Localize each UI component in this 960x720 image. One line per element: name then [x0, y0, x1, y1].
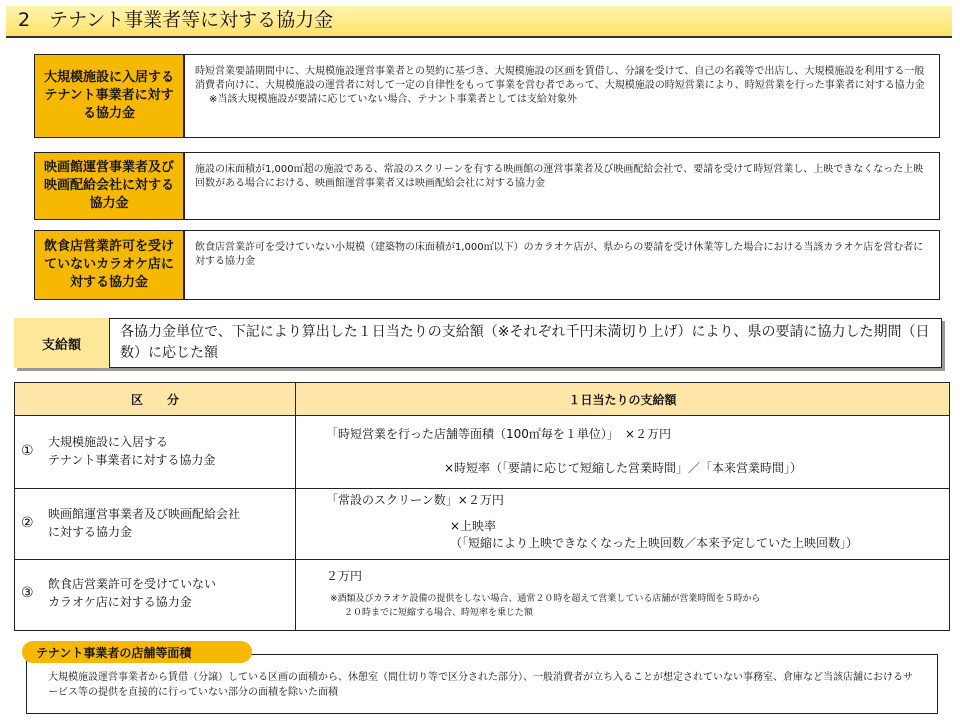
row-amount-line: 「時短営業を行った店舗等面積（100㎡毎を１単位）」 ×２万円 [326, 427, 671, 441]
row-amount-note: ２０時までに短縮する場合、時短率を乗じた額 [344, 608, 534, 618]
footer-text: 大規模施設運営事業者から賃借（分譲）している区画の面積から、休憩室（間仕切り等で区分された部分）、一般消費者が立ち入ることが想定されていない事務室、倉庫など当該店舗におけるサービス等の提供を直接的に行っていない部分の面積を除いた面積 [48, 672, 913, 698]
row-name-line: 大規模施設に入居する [48, 435, 169, 449]
payment-text: 各協力金単位で、下記により算出した１日当たりの支給額（※それぞれ千円未満切り上げ）により、県の要請に協力した期間（日数）に応じた額 [120, 324, 930, 361]
table-header-category: 区 分 [14, 382, 296, 416]
payment-label: 支給額 [14, 318, 110, 368]
category-label-tenant: 大規模施設に入居するテナント事業者に対する協力金 [34, 54, 184, 138]
category-desc-text: 時短営業要請期間中に、大規模施設運営事業者との契約に基づき、大規模施設の区画を賃借し、分譲を受けて、自己の名義等で出店し、大規模施設を利用する一般消費者向けに、大規模施設の運営者に対して一定の自律性をもって事業を営む者であって、大規模施設の時短営業により、時短営業を行った事業者に対する協力金 [195, 66, 925, 91]
row-name-line: 映画館運営事業者及び映画配給会社 [48, 507, 241, 521]
footer-tag: テナント事業者の店舗等面積 [22, 641, 252, 663]
row-amount-line: （「短縮により上映できなくなった上映回数／本来予定していた上映回数」） [450, 536, 859, 550]
row-name-line: 飲食店営業許可を受けていない [48, 577, 217, 591]
row-name-line: テナント事業者に対する協力金 [48, 453, 216, 467]
row-name-line: カラオケ店に対する協力金 [48, 595, 192, 609]
row-amount-line: ×時短率（「要請に応じて短縮した営業時間」／「本来営業時間」） [444, 461, 803, 475]
category-desc-karaoke: 飲食店営業許可を受けていない小規模（建築物の床面積が1,000㎡以下）のカラオケ店が、県からの要請を受け休業等した場合における当該カラオケ店を営む者に対する協力金 [184, 230, 940, 300]
category-desc-cinema: 施設の床面積が1,000㎡超の施設である、常設のスクリーンを有する映画館の運営事業者及び映画配給会社で、要請を受けて時短営業し、上映できなくなった上映回数がある場合における、映画館運営事業者又は映画配給会社に対する協力金 [184, 152, 940, 220]
row-amount-note: ※酒類及びカラオケ設備の提供をしない場合、通常２０時を超えて営業している店舗が営業時間を５時から [330, 594, 761, 604]
row-amount-line: ×上映率 [450, 519, 497, 533]
row-number: ③ [21, 585, 34, 601]
row-number: ② [21, 515, 34, 531]
table-header-amount: １日当たりの支給額 [295, 382, 950, 416]
category-note: ※当該大規模施設が要請に応じていない場合、テナント事業者としては支給対象外 [209, 94, 577, 105]
page-title: 2 テナント事業者等に対する協力金 [18, 9, 334, 31]
category-desc-tenant [184, 54, 940, 138]
row-number: ① [21, 443, 34, 459]
row-name-line: に対する協力金 [48, 525, 133, 539]
row-amount-line: 「常設のスクリーン数」×２万円 [326, 493, 504, 507]
category-label-cinema: 映画館運営事業者及び映画配給会社に対する協力金 [34, 152, 184, 220]
row-amount-line: ２万円 [326, 569, 363, 583]
category-label-karaoke: 飲食店営業許可を受けていないカラオケ店に対する協力金 [34, 230, 184, 300]
